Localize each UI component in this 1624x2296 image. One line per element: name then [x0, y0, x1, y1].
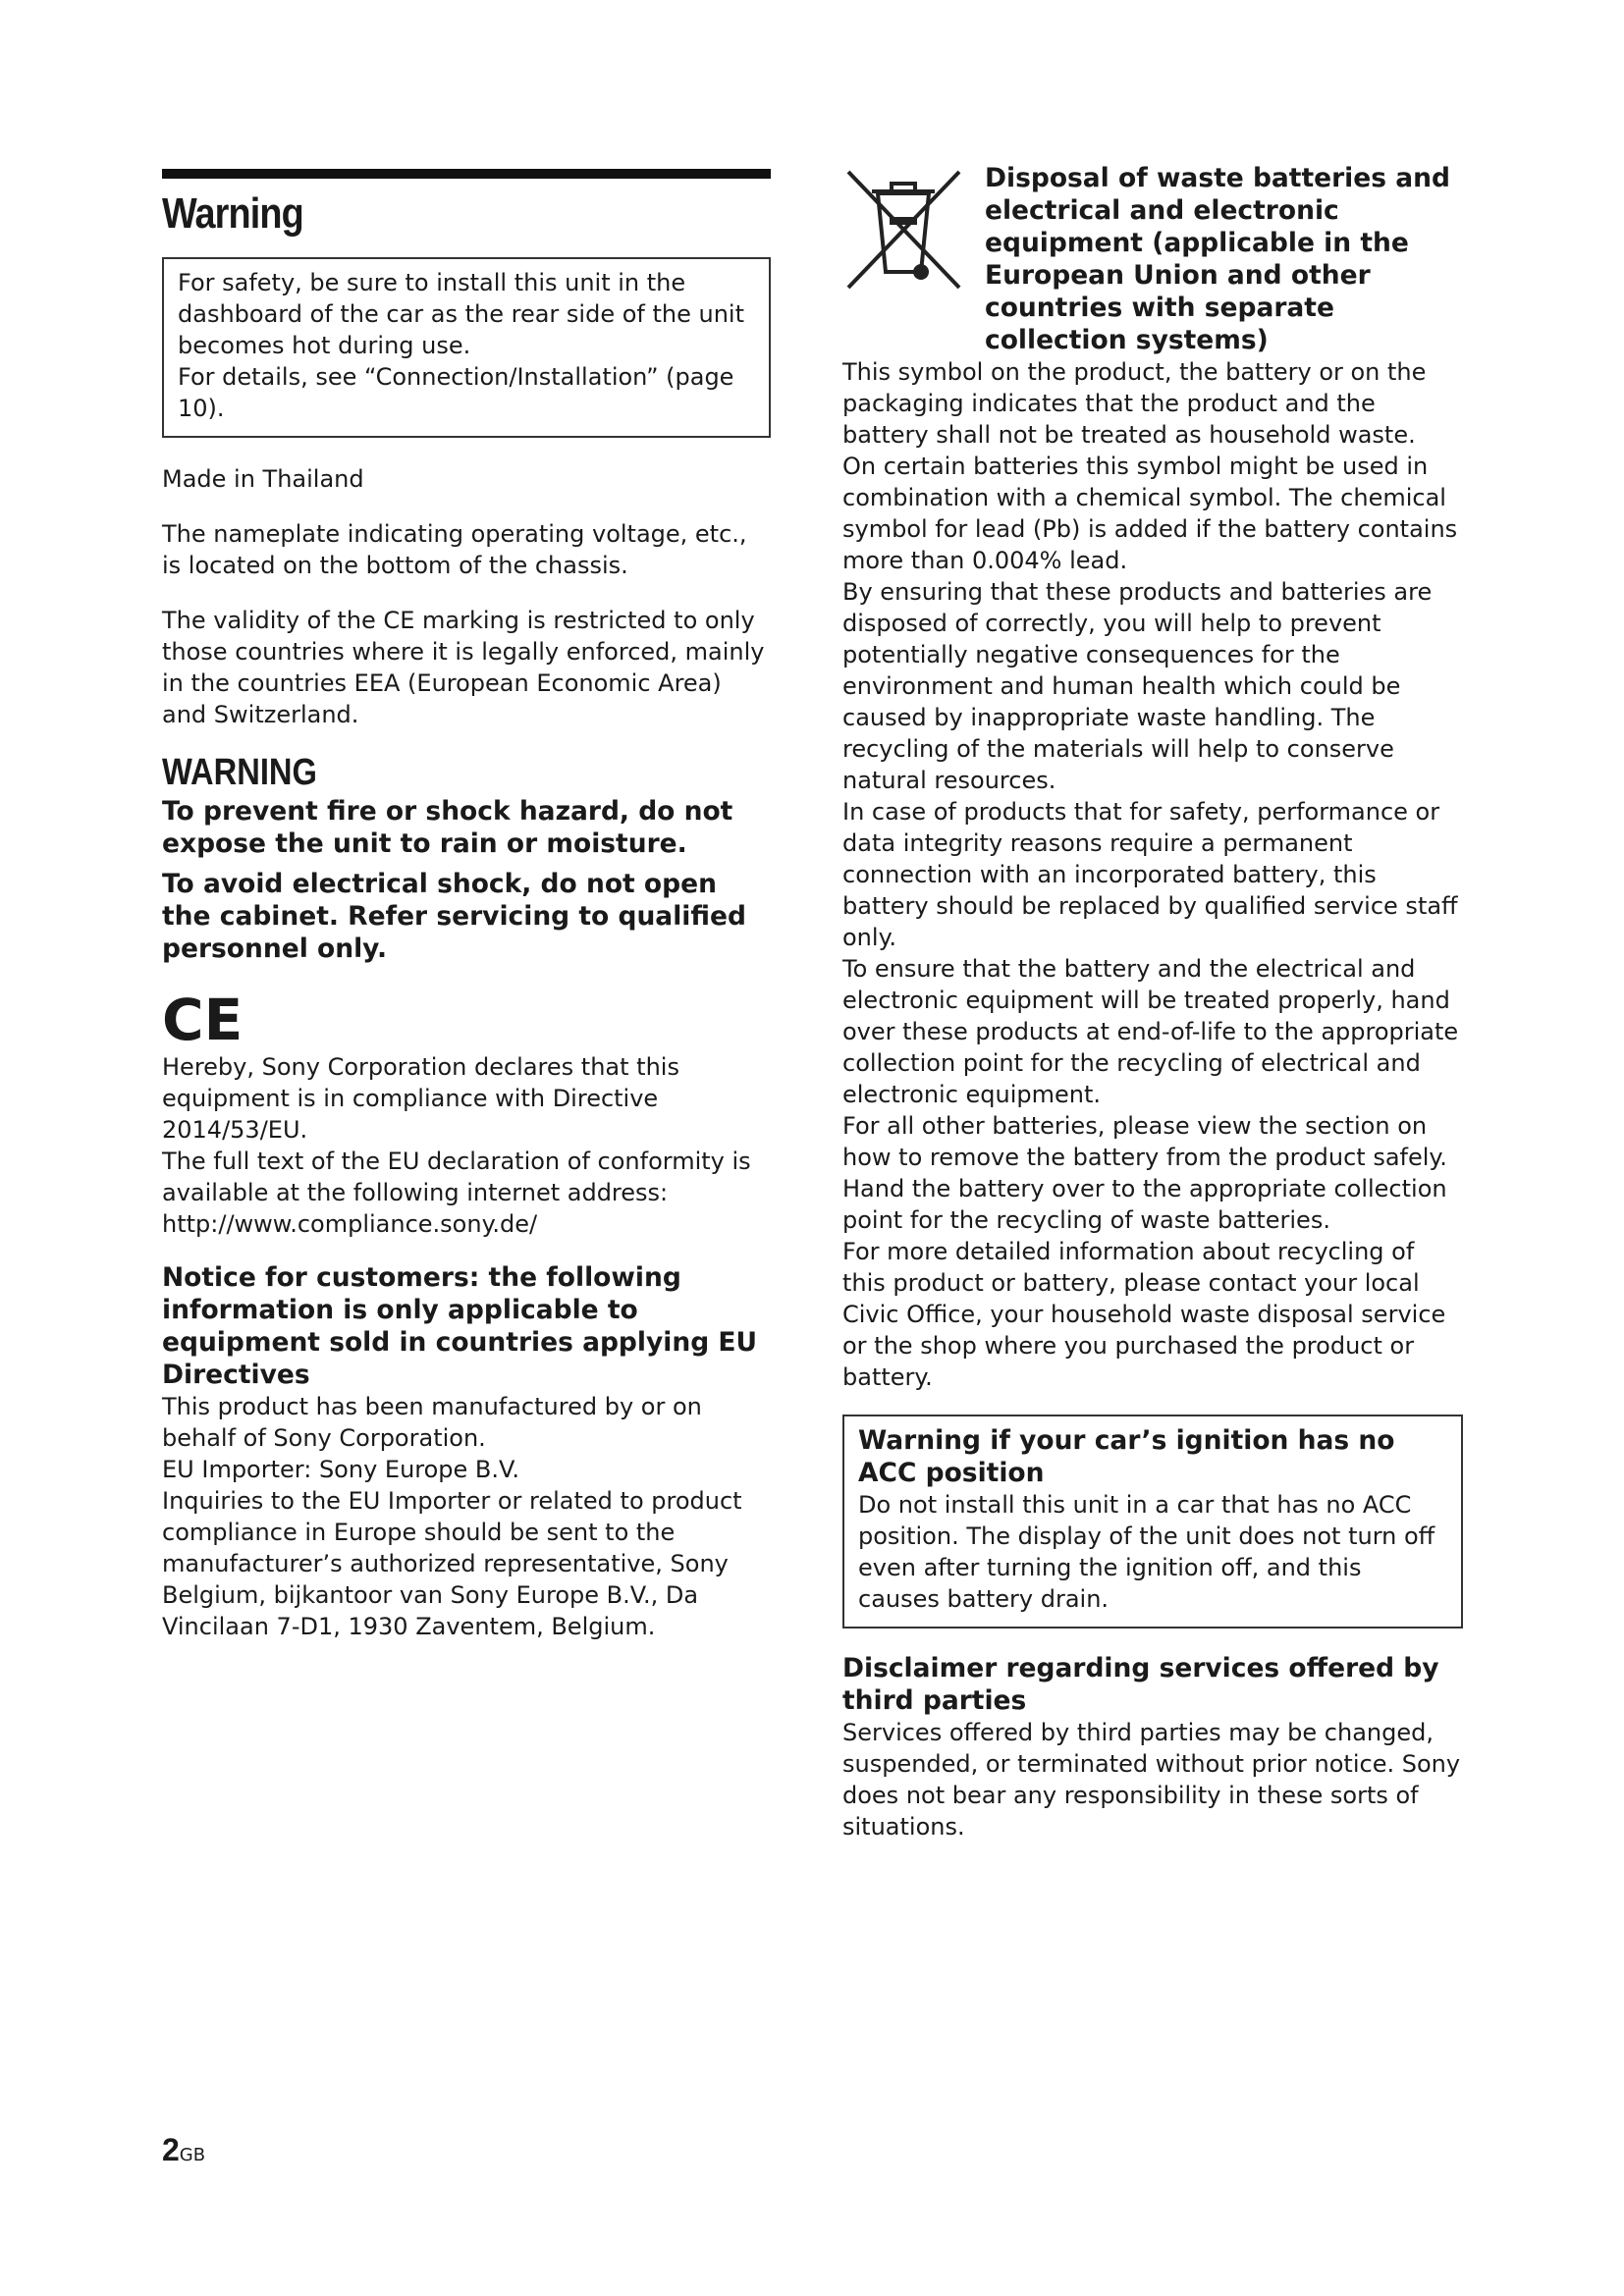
ce-mark-logo: CE — [162, 987, 244, 1053]
disposal-other-batteries-text: For all other batteries, please view the section on how to remove the battery from the product safely. Hand the battery over to the appropriate collection point for the recycling of waste batteries. — [842, 1112, 1447, 1234]
disposal-ensure-text: By ensuring that these products and batteries are disposed of correctly, you will help to prevent potentially negative consequences for the environment and human health which could be caused by inappropriate waste handling. The recycling of the materials will help to conserve natural resources. — [842, 578, 1433, 794]
nameplate-text: The nameplate indicating operating voltage, etc., is located on the bottom of the chassis. — [162, 520, 747, 579]
disposal-symbol-text: This symbol on the product, the battery or on the packaging indicates that the product and the battery shall not be treated as household waste. — [842, 358, 1427, 449]
heading-rule — [162, 169, 771, 179]
notice-importer: EU Importer: Sony Europe B.V. — [162, 1456, 519, 1483]
warning-title: Warning — [162, 189, 303, 238]
page-number: 2 — [162, 2132, 180, 2167]
disposal-header — [842, 162, 1463, 356]
left-column — [162, 169, 771, 1642]
fire-hazard-warning: To prevent fire or shock hazard, do not expose the unit to rain or moisture. — [162, 796, 733, 859]
made-in-text: Made in Thailand — [162, 465, 364, 493]
declaration-text: Hereby, Sony Corporation declares that this equipment is in compliance with Directive 2014/53/EU. — [162, 1053, 679, 1144]
acc-text: Do not install this unit in a car that has no ACC position. The display of the unit does not turn off even after turning the ignition off, and this causes battery drain. — [858, 1491, 1435, 1613]
notice-inquiries: Inquiries to the EU Importer or related to product compliance in Europe should be sent to the manufacturer’s authorized representative, Sony Belgium, bijkantoor van Sony Europe B.V., Da Vincilaan 7-D1, 1930 Zaventem, Belgium. — [162, 1487, 742, 1640]
notice-manufacturer: This product has been manufactured by or on behalf of Sony Corporation. — [162, 1393, 702, 1452]
page-footer — [162, 2132, 205, 2168]
ce-validity-text: The validity of the CE marking is restricted to only those countries where it is legally enforced, mainly in the countries EEA (European Economic Area) and Switzerland. — [162, 607, 765, 728]
safety-box — [162, 257, 771, 438]
disposal-more-info-text: For more detailed information about recycling of this product or battery, please contact your local Civic Office, your household waste disposal service or the shop where you purchased the product or battery. — [842, 1238, 1446, 1391]
details-text: For details, see “Connection/Installation” (page 10). — [178, 363, 734, 422]
crossed-bin-icon — [842, 162, 965, 299]
right-column — [842, 162, 1463, 1842]
disposal-heading: Disposal of waste batteries and electrical and electronic equipment (applicable in the European Union and other countries with separate collection systems) — [985, 163, 1450, 355]
disposal-handover-text: To ensure that the battery and the electrical and electronic equipment will be treated properly, hand over these products at end-of-life to the appropriate collection point for the recycling of electrical and electronic equipment. — [842, 955, 1459, 1108]
disposal-chemical-text: On certain batteries this symbol might be used in combination with a chemical symbol. The chemical symbol for lead (Pb) is added if the battery contains more than 0.004% lead. — [842, 453, 1458, 574]
shock-warning: To avoid electrical shock, do not open the cabinet. Refer servicing to qualified personnel only. — [162, 869, 746, 964]
disclaimer-heading: Disclaimer regarding services offered by third parties — [842, 1653, 1439, 1716]
compliance-url[interactable]: http://www.compliance.sony.de/ — [162, 1210, 538, 1238]
notice-heading: Notice for customers: the following information is only applicable to equipment sold in countries applying EU Directives — [162, 1262, 758, 1390]
disposal-permanent-text: In case of products that for safety, performance or data integrity reasons require a permanent connection with an incorporated battery, this battery should be replaced by qualified service staff only. — [842, 798, 1458, 951]
acc-heading: Warning if your car’s ignition has no ACC position — [858, 1425, 1395, 1488]
disclaimer-text: Services offered by third parties may be changed, suspended, or terminated without prior notice. Sony does not bear any responsibility in these sorts of situations. — [842, 1719, 1461, 1841]
safety-text: For safety, be sure to install this unit in the dashboard of the car as the rear side of the unit becomes hot during use. — [178, 269, 745, 359]
warning-caps-heading: WARNING — [162, 752, 317, 793]
full-text-info: The full text of the EU declaration of conformity is available at the following internet address: — [162, 1148, 751, 1206]
acc-warning-box — [842, 1415, 1463, 1629]
page-suffix: GB — [179, 2145, 206, 2165]
